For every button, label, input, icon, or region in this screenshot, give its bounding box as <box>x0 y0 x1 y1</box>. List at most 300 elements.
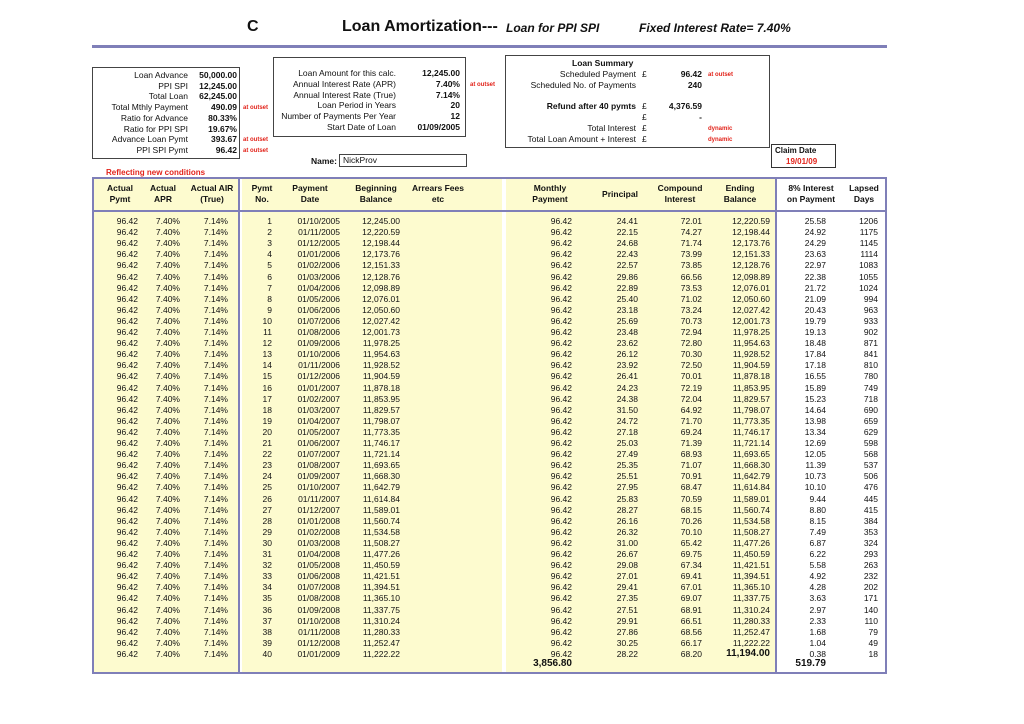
table-row <box>94 394 885 404</box>
cell-beginning-balance: 12,001.73 <box>362 327 400 337</box>
cell-interest-8pct: 14.64 <box>804 404 826 415</box>
cell-interest-8pct: 15.23 <box>804 393 826 404</box>
cell-pymt-no: 5 <box>267 260 272 271</box>
cell-compound-interest: 70.59 <box>680 493 702 504</box>
cell-actual-apr: 7.40% <box>155 349 180 360</box>
cell-actual-apr: 7.40% <box>155 471 180 482</box>
table-row <box>94 294 885 304</box>
cell-actual-air: 7.14% <box>203 493 228 504</box>
cell-actual-air: 7.14% <box>203 438 228 448</box>
summary-value: 19.67% <box>208 123 237 134</box>
cell-payment-date: 01/04/2006 <box>297 282 340 293</box>
th-arrears: Arrears Fees etc <box>412 183 464 204</box>
cell-monthly-payment: 96.42 <box>550 304 572 315</box>
cell-compound-interest: 70.91 <box>680 471 702 482</box>
cell-beginning-balance: 12,076.01 <box>362 293 400 304</box>
cell-ending-balance: 12,098.89 <box>732 271 770 282</box>
cell-monthly-payment: 96.42 <box>550 238 572 249</box>
cell-interest-8pct: 25.58 <box>804 216 826 226</box>
cell-compound-interest: 68.56 <box>680 626 702 637</box>
cell-payment-date: 01/08/2007 <box>297 460 340 471</box>
cell-beginning-balance: 11,421.51 <box>362 571 400 582</box>
cell-lapsed-days: 810 <box>863 360 878 371</box>
cell-actual-pymt: 96.42 <box>116 471 138 482</box>
cell-beginning-balance: 11,693.65 <box>362 460 400 471</box>
cell-ending-balance: 11,773.35 <box>732 415 770 426</box>
table-row <box>94 427 885 437</box>
cell-monthly-payment: 96.42 <box>550 415 572 426</box>
cell-actual-apr: 7.40% <box>155 426 180 437</box>
cell-actual-air: 7.14% <box>203 282 228 293</box>
cell-beginning-balance: 11,904.59 <box>362 371 400 382</box>
cell-actual-air: 7.14% <box>203 626 228 637</box>
cell-payment-date: 01/12/2006 <box>297 371 340 382</box>
calc-value: 20 <box>450 100 460 111</box>
cell-payment-date: 01/06/2007 <box>297 438 340 448</box>
table-row <box>94 593 885 603</box>
cell-compound-interest: 71.39 <box>680 438 702 448</box>
cell-lapsed-days: 324 <box>863 537 878 548</box>
cell-actual-apr: 7.40% <box>155 460 180 471</box>
cell-actual-pymt: 96.42 <box>116 349 138 360</box>
cell-payment-date: 01/10/2005 <box>297 216 340 226</box>
cell-monthly-payment: 96.42 <box>550 404 572 415</box>
cell-beginning-balance: 12,198.44 <box>362 238 400 249</box>
cell-compound-interest: 64.92 <box>680 404 702 415</box>
cell-compound-interest: 67.34 <box>680 560 702 571</box>
cell-ending-balance: 11,878.18 <box>732 371 770 382</box>
cell-actual-apr: 7.40% <box>155 515 180 526</box>
calc-label: Annual Interest Rate (APR) <box>293 78 396 89</box>
cell-ending-balance: 11,194.00 <box>726 647 770 659</box>
cell-interest-8pct: 4.92 <box>809 571 826 582</box>
cell-compound-interest: 70.73 <box>680 315 702 326</box>
cell-actual-pymt: 96.42 <box>116 282 138 293</box>
cell-actual-pymt: 96.42 <box>116 648 138 659</box>
cell-payment-date: 01/02/2007 <box>297 393 340 404</box>
cell-payment-date: 01/10/2007 <box>297 482 340 493</box>
cell-interest-8pct: 12.05 <box>804 449 826 460</box>
cell-monthly-payment: 96.42 <box>550 515 572 526</box>
cell-pymt-no: 32 <box>262 560 272 571</box>
cell-actual-apr: 7.40% <box>155 571 180 582</box>
cell-payment-date: 01/11/2008 <box>298 626 340 637</box>
table-row <box>94 471 885 481</box>
cell-interest-8pct: 19.13 <box>804 327 826 337</box>
cell-lapsed-days: 49 <box>868 637 878 648</box>
cell-monthly-payment: 96.42 <box>550 549 572 559</box>
cell-interest-8pct: 17.84 <box>804 349 826 360</box>
cell-payment-date: 01/03/2007 <box>297 404 340 415</box>
cell-lapsed-days: 293 <box>863 549 878 559</box>
cell-beginning-balance: 11,560.74 <box>362 515 400 526</box>
cell-actual-pymt: 96.42 <box>116 327 138 337</box>
cell-pymt-no: 13 <box>262 349 272 360</box>
table-row <box>94 371 885 381</box>
cell-actual-apr: 7.40% <box>155 438 180 448</box>
cell-compound-interest: 66.51 <box>680 615 702 626</box>
cell-principal: 25.51 <box>616 471 638 482</box>
cell-beginning-balance: 11,280.33 <box>362 626 400 637</box>
cell-actual-pymt: 96.42 <box>116 571 138 582</box>
cell-beginning-balance: 12,128.76 <box>362 271 400 282</box>
cell-interest-8pct: 9.44 <box>809 493 826 504</box>
cell-actual-air: 7.14% <box>203 293 228 304</box>
table-row <box>94 349 885 359</box>
header-divider <box>92 45 887 48</box>
cell-monthly-payment: 96.42 <box>550 449 572 460</box>
cell-ending-balance: 12,151.33 <box>732 249 770 260</box>
cell-monthly-payment: 96.42 <box>550 338 572 349</box>
calc-value: 12 <box>450 111 460 122</box>
cell-interest-8pct: 19.79 <box>804 315 826 326</box>
cell-actual-pymt: 96.42 <box>116 515 138 526</box>
cell-monthly-payment: 96.42 <box>550 249 572 260</box>
summary-value: 96.42 <box>215 144 237 155</box>
cell-actual-pymt: 96.42 <box>116 604 138 615</box>
cell-actual-pymt: 96.42 <box>116 260 138 271</box>
cell-actual-pymt: 96.42 <box>116 315 138 326</box>
cell-interest-8pct: 22.38 <box>804 271 826 282</box>
cell-ending-balance: 11,853.95 <box>732 382 770 393</box>
cell-beginning-balance: 11,589.01 <box>362 504 400 515</box>
cell-ending-balance: 11,928.52 <box>732 349 770 360</box>
cell-beginning-balance: 11,878.18 <box>362 382 400 393</box>
total-monthly-payment: 3,856.80 <box>533 658 572 669</box>
summary-note: dynamic <box>708 137 733 143</box>
table-row <box>94 383 885 393</box>
cell-beginning-balance: 11,222.22 <box>362 648 400 659</box>
cell-pymt-no: 17 <box>262 393 272 404</box>
cell-actual-pymt: 96.42 <box>116 438 138 448</box>
cell-monthly-payment: 96.42 <box>550 438 572 448</box>
cell-ending-balance: 11,508.27 <box>732 526 770 537</box>
cell-actual-apr: 7.40% <box>155 360 180 371</box>
cell-pymt-no: 2 <box>267 227 272 238</box>
cell-actual-apr: 7.40% <box>155 637 180 648</box>
table-row <box>94 616 885 626</box>
cell-actual-air: 7.14% <box>203 216 228 226</box>
cell-actual-pymt: 96.42 <box>116 271 138 282</box>
cell-actual-air: 7.14% <box>203 648 228 659</box>
loan-summary-title: Loan Summary <box>572 58 634 68</box>
cell-beginning-balance: 11,534.58 <box>362 526 400 537</box>
cell-beginning-balance: 11,829.57 <box>362 404 400 415</box>
cell-actual-air: 7.14% <box>203 582 228 593</box>
cell-lapsed-days: 1206 <box>859 216 878 226</box>
cell-actual-pymt: 96.42 <box>116 504 138 515</box>
cell-beginning-balance: 11,252.47 <box>362 637 400 648</box>
cell-interest-8pct: 12.69 <box>804 438 826 448</box>
cell-monthly-payment: 96.42 <box>550 593 572 604</box>
cell-beginning-balance: 11,928.52 <box>362 360 400 371</box>
th-beginning-balance: Beginning Balance <box>355 183 397 204</box>
cell-pymt-no: 22 <box>262 449 272 460</box>
name-label: Name: <box>311 156 337 166</box>
cell-compound-interest: 70.30 <box>680 349 702 360</box>
cell-interest-8pct: 13.98 <box>804 415 826 426</box>
cell-principal: 25.69 <box>616 315 638 326</box>
cell-ending-balance: 11,798.07 <box>732 404 770 415</box>
cell-principal: 27.86 <box>616 626 638 637</box>
cell-pymt-no: 38 <box>262 626 272 637</box>
cell-interest-8pct: 6.87 <box>809 537 826 548</box>
cell-compound-interest: 68.93 <box>680 449 702 460</box>
cell-lapsed-days: 1114 <box>860 249 878 260</box>
cell-actual-pymt: 96.42 <box>116 493 138 504</box>
cell-payment-date: 01/12/2005 <box>297 238 340 249</box>
cell-pymt-no: 30 <box>262 537 272 548</box>
cell-monthly-payment: 96.42 <box>550 327 572 337</box>
cell-beginning-balance: 11,798.07 <box>362 415 400 426</box>
cell-monthly-payment: 96.42 <box>550 637 572 648</box>
summary-label: Total Mthly Payment <box>111 102 188 113</box>
cell-pymt-no: 26 <box>262 493 272 504</box>
cell-ending-balance: 11,614.84 <box>732 482 770 493</box>
cell-lapsed-days: 140 <box>863 604 878 615</box>
cell-lapsed-days: 202 <box>863 582 878 593</box>
cell-principal: 22.57 <box>616 260 638 271</box>
cell-compound-interest: 69.41 <box>680 571 702 582</box>
cell-actual-pymt: 96.42 <box>116 482 138 493</box>
loan-summary-panel <box>505 55 770 148</box>
currency-symbol: £ <box>642 134 647 144</box>
cell-beginning-balance: 11,450.59 <box>362 560 400 571</box>
cell-actual-pymt: 96.42 <box>116 537 138 548</box>
cell-interest-8pct: 10.73 <box>804 471 826 482</box>
cell-ending-balance: 11,693.65 <box>732 449 770 460</box>
cell-beginning-balance: 12,220.59 <box>362 227 400 238</box>
table-row <box>94 272 885 282</box>
cell-actual-air: 7.14% <box>203 593 228 604</box>
cell-actual-apr: 7.40% <box>155 482 180 493</box>
currency-symbol: £ <box>642 112 647 122</box>
cell-monthly-payment: 96.42 <box>550 349 572 360</box>
cell-compound-interest: 66.17 <box>680 637 702 648</box>
cell-pymt-no: 1 <box>267 216 272 226</box>
cell-compound-interest: 70.01 <box>680 371 702 382</box>
cell-actual-air: 7.14% <box>203 327 228 337</box>
summary-value: 490.09 <box>211 102 237 113</box>
cell-actual-apr: 7.40% <box>155 282 180 293</box>
cell-interest-8pct: 0.38 <box>809 648 826 659</box>
cell-monthly-payment: 96.42 <box>550 471 572 482</box>
cell-pymt-no: 19 <box>262 415 272 426</box>
cell-interest-8pct: 23.63 <box>804 249 826 260</box>
table-row <box>94 649 885 659</box>
cell-interest-8pct: 22.97 <box>804 260 826 271</box>
table-row <box>94 538 885 548</box>
cell-ending-balance: 11,394.51 <box>732 571 770 582</box>
cell-pymt-no: 11 <box>263 327 272 337</box>
cell-actual-air: 7.14% <box>203 571 228 582</box>
cell-principal: 27.35 <box>616 593 638 604</box>
cell-lapsed-days: 718 <box>863 393 878 404</box>
cell-beginning-balance: 12,098.89 <box>362 282 400 293</box>
cell-monthly-payment: 96.42 <box>550 227 572 238</box>
table-row <box>94 227 885 237</box>
cell-payment-date: 01/08/2008 <box>297 593 340 604</box>
summary-value: 62,245.00 <box>199 91 237 102</box>
cell-interest-8pct: 18.48 <box>804 338 826 349</box>
cell-ending-balance: 11,954.63 <box>732 338 770 349</box>
cell-payment-date: 01/09/2006 <box>297 338 340 349</box>
cell-ending-balance: 11,589.01 <box>732 493 770 504</box>
cell-actual-apr: 7.40% <box>155 648 180 659</box>
cell-ending-balance: 11,642.79 <box>732 471 770 482</box>
loan-summary-label: Refund after 40 pymts <box>546 101 636 111</box>
cell-payment-date: 01/12/2007 <box>297 504 340 515</box>
cell-actual-pymt: 96.42 <box>116 626 138 637</box>
cell-compound-interest: 69.07 <box>680 593 702 604</box>
cell-principal: 24.41 <box>616 216 638 226</box>
table-row <box>94 416 885 426</box>
cell-actual-apr: 7.40% <box>155 526 180 537</box>
cell-payment-date: 01/02/2006 <box>297 260 340 271</box>
cell-ending-balance: 11,978.25 <box>732 327 770 337</box>
cell-lapsed-days: 1024 <box>859 282 878 293</box>
cell-compound-interest: 68.15 <box>680 504 702 515</box>
cell-actual-apr: 7.40% <box>155 338 180 349</box>
cell-compound-interest: 72.50 <box>680 360 702 371</box>
cell-actual-apr: 7.40% <box>155 371 180 382</box>
cell-pymt-no: 28 <box>262 515 272 526</box>
fixed-rate-label: Fixed Interest Rate= 7.40% <box>639 21 791 35</box>
cell-beginning-balance: 11,721.14 <box>362 449 400 460</box>
cell-actual-air: 7.14% <box>203 271 228 282</box>
cell-interest-8pct: 24.29 <box>804 238 826 249</box>
cell-principal: 22.89 <box>616 282 638 293</box>
at-outset-note: at outset <box>470 81 496 88</box>
cell-actual-apr: 7.40% <box>155 549 180 559</box>
cell-actual-pymt: 96.42 <box>116 227 138 238</box>
cell-pymt-no: 14 <box>262 360 272 371</box>
cell-principal: 23.18 <box>616 304 638 315</box>
cell-monthly-payment: 96.42 <box>550 493 572 504</box>
cell-monthly-payment: 96.42 <box>550 526 572 537</box>
th-actual-apr: Actual APR <box>150 183 176 204</box>
summary-note: at outset <box>708 72 734 78</box>
summary-label: Total Loan <box>148 91 188 102</box>
cell-actual-apr: 7.40% <box>155 293 180 304</box>
table-row <box>94 582 885 592</box>
cell-pymt-no: 37 <box>262 615 272 626</box>
table-row <box>94 549 885 559</box>
cell-monthly-payment: 96.42 <box>550 560 572 571</box>
cell-payment-date: 01/11/2007 <box>298 493 340 504</box>
cell-compound-interest: 68.91 <box>680 604 702 615</box>
cell-principal: 26.67 <box>616 549 638 559</box>
cell-pymt-no: 3 <box>267 238 272 249</box>
loan-summary-label: Scheduled Payment <box>559 69 636 79</box>
cell-actual-air: 7.14% <box>203 460 228 471</box>
cell-ending-balance: 11,534.58 <box>732 515 770 526</box>
cell-pymt-no: 31 <box>262 549 272 559</box>
cell-lapsed-days: 963 <box>863 304 878 315</box>
cell-actual-apr: 7.40% <box>155 238 180 249</box>
cell-interest-8pct: 7.49 <box>809 526 826 537</box>
cell-beginning-balance: 11,642.79 <box>362 482 400 493</box>
cell-payment-date: 01/07/2007 <box>297 449 340 460</box>
cell-actual-apr: 7.40% <box>155 493 180 504</box>
cell-pymt-no: 39 <box>262 637 272 648</box>
cell-actual-apr: 7.40% <box>155 271 180 282</box>
cell-interest-8pct: 21.09 <box>804 293 826 304</box>
loan-calc-panel <box>273 57 496 137</box>
name-field[interactable]: NickProv <box>339 154 467 167</box>
cell-beginning-balance: 12,245.00 <box>362 216 400 226</box>
cell-ending-balance: 12,220.59 <box>732 216 770 226</box>
cell-monthly-payment: 96.42 <box>550 371 572 382</box>
table-row <box>94 449 885 459</box>
th-lapsed-days: Lapsed Days <box>849 183 879 204</box>
table-row <box>94 494 885 504</box>
table-row <box>94 316 885 326</box>
cell-actual-apr: 7.40% <box>155 504 180 515</box>
cell-actual-pymt: 96.42 <box>116 304 138 315</box>
cell-compound-interest: 72.19 <box>680 382 702 393</box>
cell-pymt-no: 34 <box>262 582 272 593</box>
cell-lapsed-days: 1083 <box>859 260 878 271</box>
calc-label: Number of Payments Per Year <box>281 111 396 122</box>
total-8pct-interest: 519.79 <box>795 658 826 669</box>
cell-actual-air: 7.14% <box>203 426 228 437</box>
cell-interest-8pct: 8.80 <box>809 504 826 515</box>
cell-actual-air: 7.14% <box>203 404 228 415</box>
cell-compound-interest: 68.20 <box>680 648 702 659</box>
th-pymt-no: Pymt No. <box>251 183 273 204</box>
table-row <box>94 249 885 259</box>
th-monthly-payment: Monthly Payment <box>532 183 568 204</box>
cell-ending-balance: 11,668.30 <box>732 460 770 471</box>
cell-pymt-no: 16 <box>262 382 272 393</box>
loan-breakdown-panel <box>92 67 269 159</box>
cell-principal: 25.40 <box>616 293 638 304</box>
summary-value: 80.33% <box>208 112 237 123</box>
cell-interest-8pct: 24.92 <box>804 227 826 238</box>
cell-monthly-payment: 96.42 <box>550 504 572 515</box>
cell-lapsed-days: 263 <box>863 560 878 571</box>
cell-monthly-payment: 96.42 <box>550 537 572 548</box>
cell-pymt-no: 15 <box>262 371 272 382</box>
cell-lapsed-days: 445 <box>863 493 878 504</box>
cell-payment-date: 01/05/2006 <box>297 293 340 304</box>
table-row <box>94 627 885 637</box>
cell-ending-balance: 11,337.75 <box>732 593 770 604</box>
cell-monthly-payment: 96.42 <box>550 648 572 659</box>
summary-note: dynamic <box>708 126 733 132</box>
cell-lapsed-days: 780 <box>863 371 878 382</box>
cell-pymt-no: 20 <box>262 426 272 437</box>
cell-actual-air: 7.14% <box>203 315 228 326</box>
table-row <box>94 516 885 526</box>
calc-label: Loan Period in Years <box>317 100 396 111</box>
at-outset-note: at outset <box>243 137 269 144</box>
cell-lapsed-days: 598 <box>863 438 878 448</box>
cell-payment-date: 01/06/2006 <box>297 304 340 315</box>
cell-pymt-no: 40 <box>262 648 272 659</box>
cell-pymt-no: 29 <box>262 526 272 537</box>
cell-lapsed-days: 902 <box>863 327 878 337</box>
cell-actual-air: 7.14% <box>203 471 228 482</box>
cell-monthly-payment: 96.42 <box>550 282 572 293</box>
calc-label: Annual Interest Rate (True) <box>293 89 396 100</box>
cell-lapsed-days: 79 <box>868 626 878 637</box>
cell-principal: 29.91 <box>616 615 638 626</box>
cell-actual-apr: 7.40% <box>155 537 180 548</box>
cell-actual-pymt: 96.42 <box>116 615 138 626</box>
cell-compound-interest: 71.70 <box>680 415 702 426</box>
